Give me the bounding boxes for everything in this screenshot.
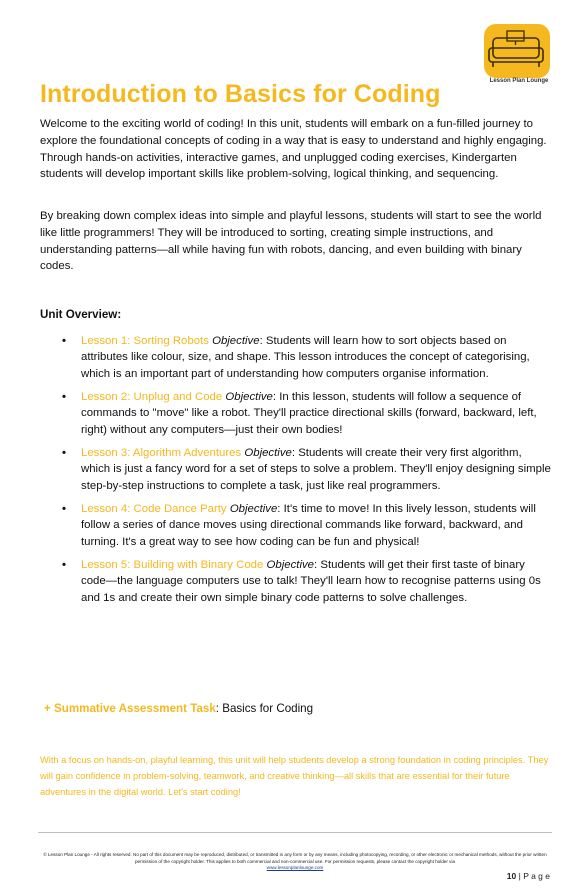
lesson-title: Lesson 4: Code Dance Party (81, 503, 227, 516)
page-title: Introduction to Basics for Coding (40, 80, 441, 108)
logo (480, 22, 556, 84)
lesson-description: : Students will get their first taste of binary code—the language computers use to talk! They'll learn how to recognise patterns using 0s and 1s and create their own simple binary code patterns to solve challenges. (81, 559, 541, 604)
bullet: • (62, 335, 66, 347)
unit-overview-heading: Unit Overview: (40, 308, 122, 321)
lesson-item (62, 333, 552, 382)
lesson-item (62, 445, 552, 494)
bullet: • (62, 391, 66, 404)
lesson-title: Lesson 3: Algorithm Adventures (81, 447, 242, 460)
objective-label: Objective (212, 335, 260, 347)
website-link[interactable]: www.lessonplanlounge.com (266, 865, 324, 871)
footer-divider (38, 832, 552, 833)
lesson-description: : Students will create their very first algorithm, which is just a fancy word for a set of steps to solve a problem. They'll enjoy designing simple step-by-step instructions to complete a task, just like real programmers. (81, 447, 551, 492)
sofa-logo-icon (480, 22, 556, 84)
lesson-description: : In this lesson, students will follow a sequence of commands to "move" like a robot. They'll practice directional skills (forward, backward, left, right) without any computers—just their own bodies! (81, 391, 537, 436)
page-number-value: 10 (506, 871, 517, 881)
objective-label: Objective (229, 503, 278, 516)
lesson-item (62, 557, 552, 606)
summative-text: : Basics for Coding (215, 702, 314, 715)
lesson-description: : It's time to move! In this lively lesson, students will follow a series of dance moves using directional commands like forward, backward, and turning. It's a great way to see how coding can be fun and physical! (81, 503, 536, 548)
objective-label: Objective (244, 447, 292, 460)
page-number (507, 871, 550, 881)
copyright-notice (40, 852, 550, 872)
logo-label: Lesson Plan Lounge (489, 78, 549, 84)
summative-assessment (44, 702, 313, 715)
lesson-title: Lesson 1: Sorting Robots (81, 335, 209, 347)
lesson-description: : Students will learn how to sort objects based on attributes like colour, size, and shape. This lesson introduces the concept of categorising, which is an important part of understanding how computers organise information. (81, 335, 530, 380)
page-number-separator: | (518, 871, 521, 881)
copyright-text: © Lesson Plan Lounge - All rights reserved. No part of this document may be reproduced, distributed, or transmitted in any form or by any means, including photocopying, recording, or other electronic or mechanical methods, without the prior written permission of the copyright holder. This applies to both commercial and non-commercial use. For permission requests, please contact the copyright holder via (43, 852, 547, 864)
page-label: P a g e (523, 871, 550, 881)
plus-icon: + (44, 702, 51, 715)
intro-paragraph-2: By breaking down complex ideas into simple and playful lessons, students will start to see the world like little programmers! They will be introduced to sorting, creating simple instructions, and understanding patterns—all while having fun with robots, dancing, and even building with binary codes. (40, 210, 542, 273)
closing-paragraph: With a focus on hands-on, playful learning, this unit will help students develop a strong foundation in coding principles. They will gain confidence in problem-solving, teamwork, and creative thinking—all skills that are essential for their future adventures in the digital world. Let's start coding! (40, 755, 549, 798)
lesson-title: Lesson 2: Unplug and Code (81, 391, 223, 404)
lesson-list (62, 333, 552, 613)
summative-label: Summative Assessment Task (54, 702, 216, 715)
lesson-item (62, 501, 552, 550)
lesson-item (62, 389, 552, 438)
bullet: • (62, 503, 66, 516)
lesson-title: Lesson 5: Building with Binary Code (81, 559, 264, 572)
objective-label: Objective (266, 559, 315, 572)
bullet: • (62, 559, 66, 572)
bullet: • (62, 447, 66, 460)
objective-label: Objective (225, 391, 273, 404)
intro-paragraph-1: Welcome to the exciting world of coding! In this unit, students will embark on a fun-filled journey to explore the foundational concepts of coding in a way that is easy to understand and highly engaging. Through hands-on activities, interactive games, and unplugged coding exercises, Kindergarten students will develop important skills like problem-solving, logical thinking, and sequencing. (40, 118, 547, 181)
